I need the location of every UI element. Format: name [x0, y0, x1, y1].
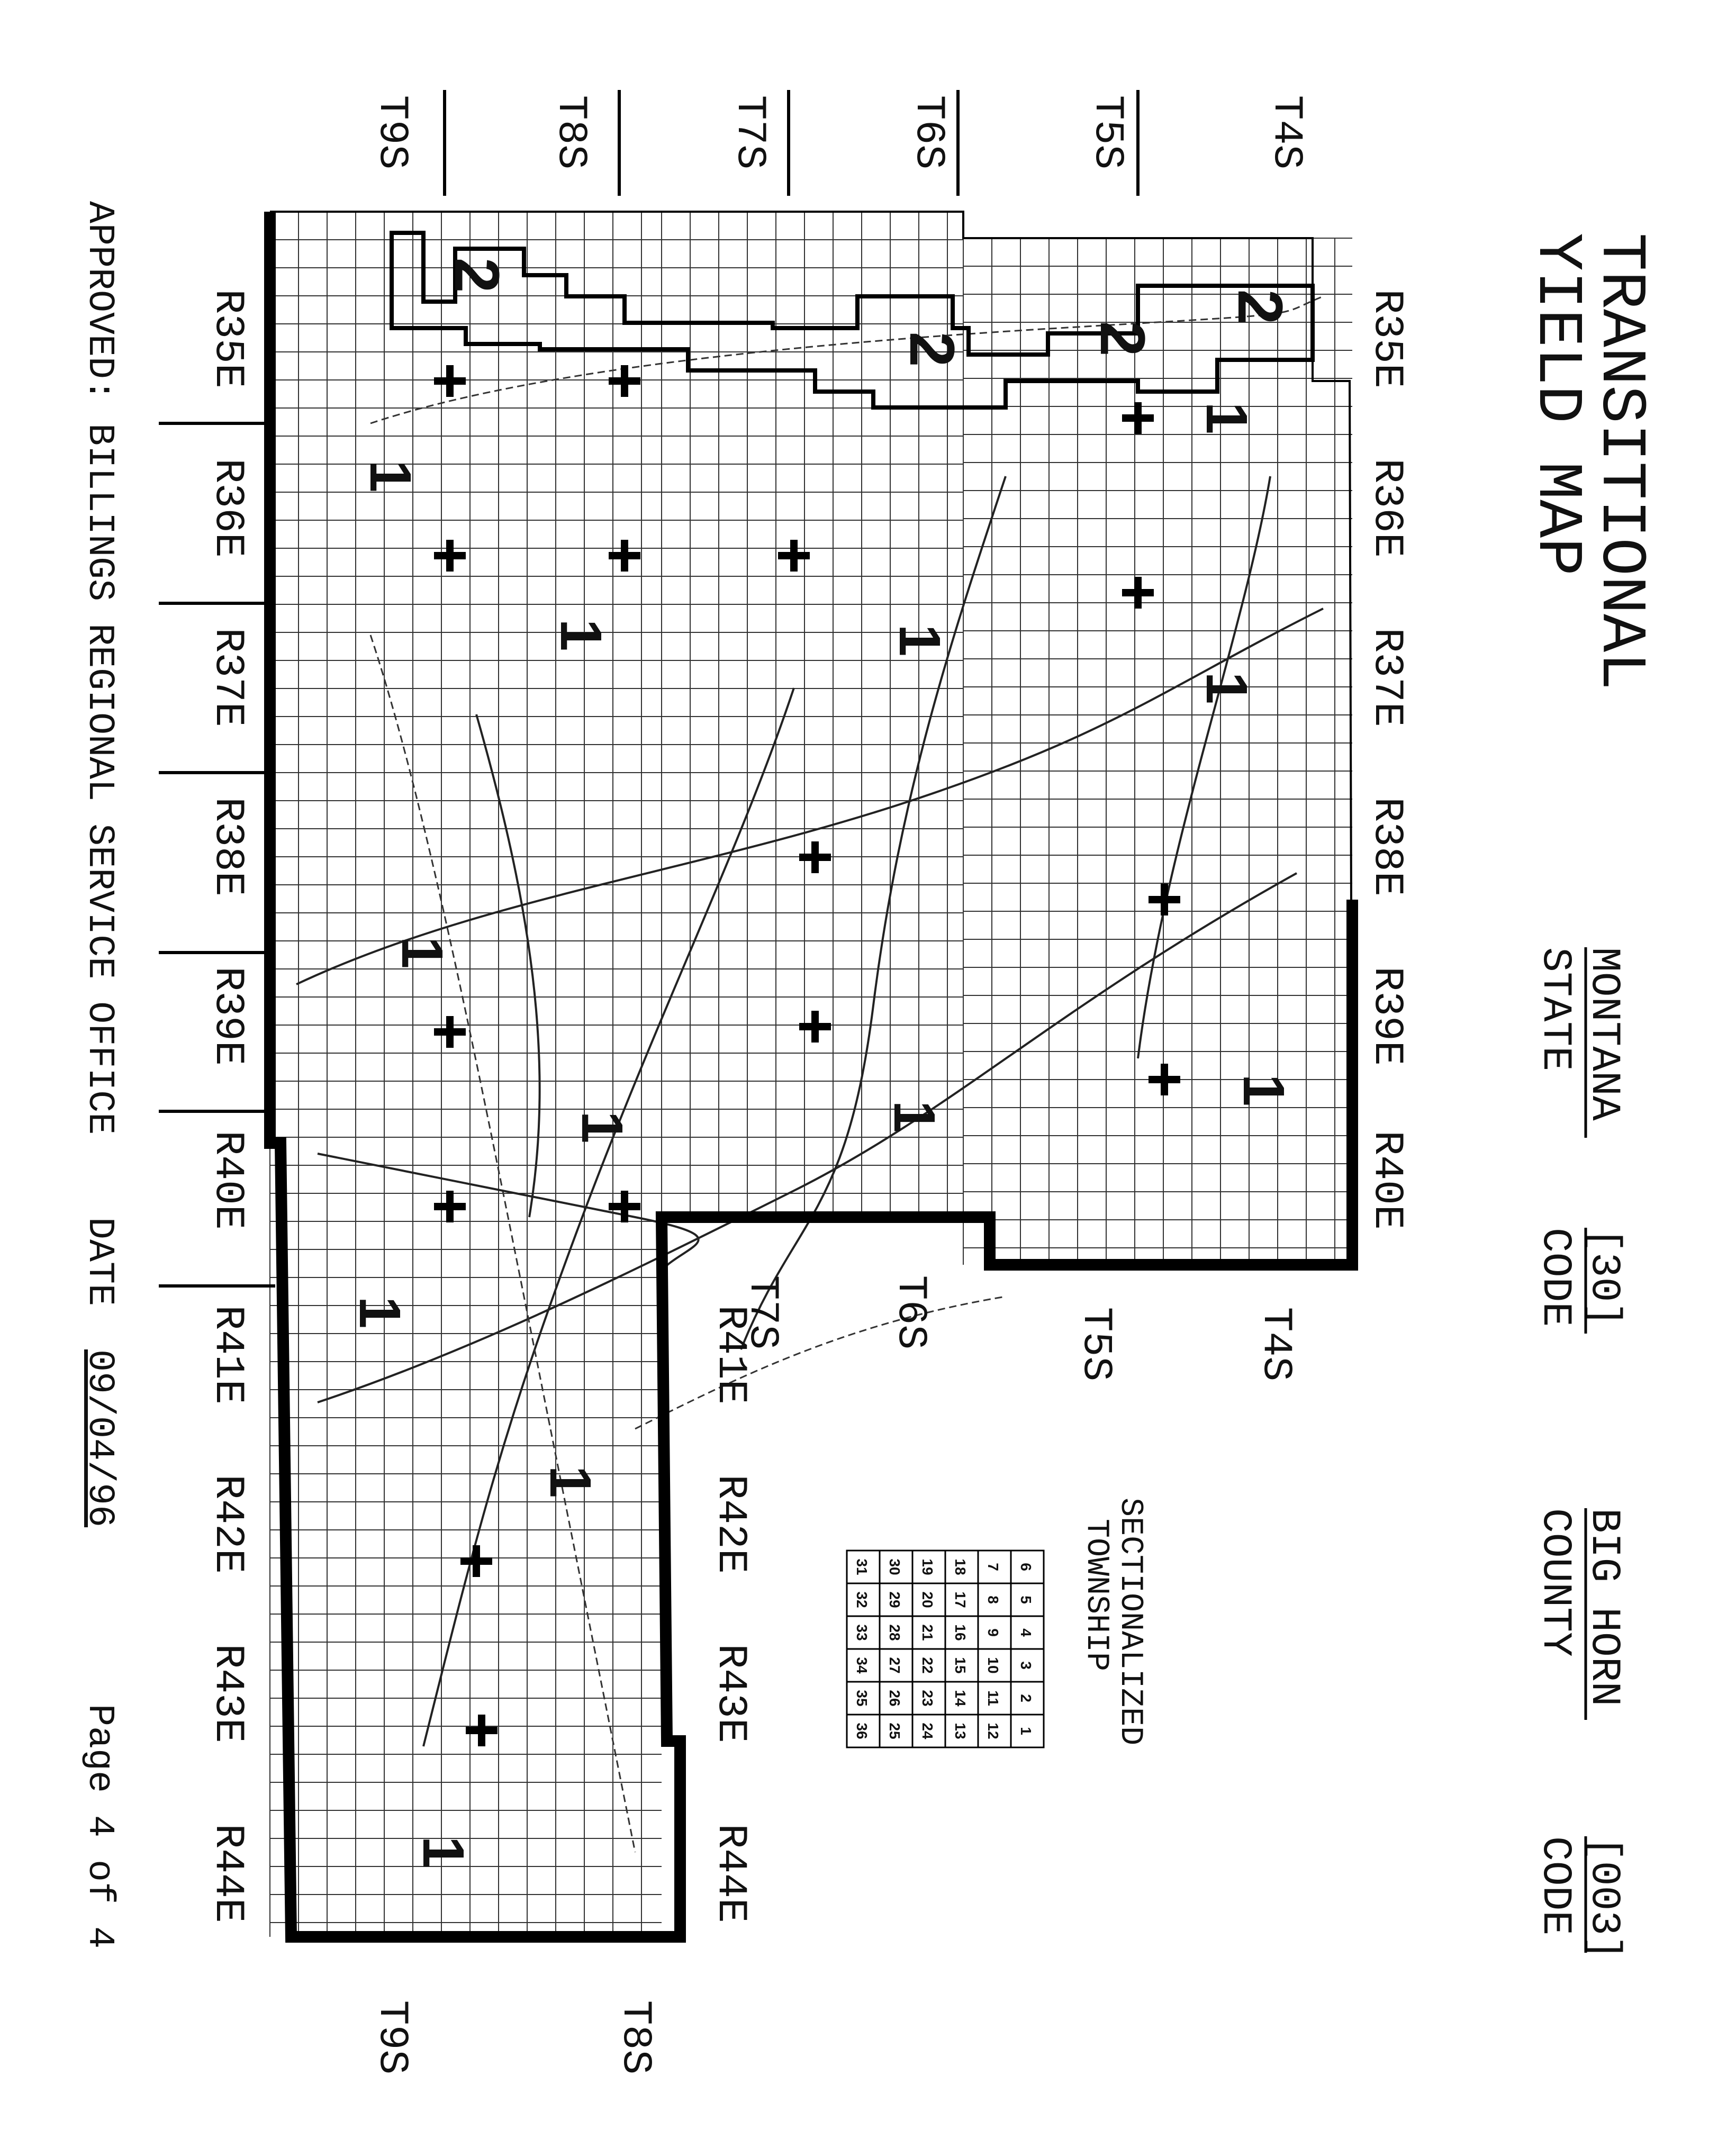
section-key-number: 16	[952, 1624, 969, 1641]
section-key-number: 28	[887, 1624, 903, 1641]
section-key-number: 32	[854, 1591, 870, 1608]
section-key-number: 19	[919, 1558, 936, 1575]
section-key-grid	[847, 1551, 1044, 1747]
township-label: T5S	[1072, 1307, 1119, 1382]
section-key-number: 1	[1018, 1727, 1034, 1735]
yield-zone-labels	[347, 258, 1296, 1869]
state-name: MONTANA	[1580, 947, 1627, 1121]
road-line	[1138, 476, 1270, 1058]
section-key-number: 29	[887, 1591, 903, 1608]
yield-zone-1-label: 1	[882, 1100, 947, 1133]
state-code-label: CODE	[1532, 1228, 1578, 1327]
yield-zone-1-label: 1	[887, 624, 952, 657]
county-map	[270, 212, 1352, 1937]
yield-zone-2-label: 2	[897, 331, 968, 367]
county-boundary	[270, 212, 1352, 1937]
section-key-number: 8	[985, 1596, 1001, 1604]
state-label: STATE	[1532, 947, 1578, 1072]
township-label: T9S	[368, 95, 415, 170]
township-range-labels	[159, 90, 1410, 2074]
county-code-label: CODE	[1532, 1836, 1578, 1936]
section-key-number: 21	[919, 1624, 936, 1641]
state-code: [30]	[1580, 1228, 1627, 1327]
range-label: R40E	[1363, 1130, 1410, 1230]
section-key-number: 13	[952, 1723, 969, 1739]
section-key-number: 3	[1018, 1661, 1034, 1670]
footer	[78, 201, 120, 1948]
township-label: T6S	[905, 95, 952, 170]
creek-line	[370, 296, 1323, 423]
section-key-number: 14	[952, 1690, 969, 1707]
approved-text: APPROVED: BILLINGS REGIONAL SERVICE OFFICE	[78, 201, 120, 1135]
section-key-number: 23	[919, 1690, 936, 1707]
township-label: T4S	[1252, 1307, 1299, 1382]
county-block	[1532, 1508, 1627, 1960]
range-label: R40E	[204, 1130, 251, 1230]
section-key-number: 10	[985, 1657, 1001, 1674]
section-key-number: 17	[952, 1591, 969, 1608]
range-label: R42E	[204, 1474, 251, 1574]
section-key-number: 18	[952, 1558, 969, 1575]
yield-zone-2-label: 2	[1087, 321, 1158, 357]
township-label: T7S	[739, 1275, 785, 1350]
section-key-number: 35	[854, 1690, 870, 1707]
yield-zone-1-label: 1	[347, 1296, 412, 1329]
range-label: R37E	[1363, 628, 1410, 727]
range-label: R36E	[1363, 458, 1410, 558]
section-key-number: 5	[1018, 1596, 1034, 1604]
map-title	[1521, 233, 1656, 690]
range-label: R37E	[204, 628, 251, 727]
yield-zone-1-label: 1	[1231, 1074, 1296, 1107]
title-line-2: YIELD MAP	[1521, 233, 1593, 576]
section-key-number: 34	[854, 1657, 870, 1674]
range-label: R41E	[707, 1305, 754, 1404]
county-label: COUNTY	[1532, 1508, 1578, 1657]
range-label: R35E	[204, 289, 251, 388]
section-key-number: 25	[887, 1723, 903, 1739]
county-code: [003]	[1580, 1836, 1627, 1961]
range-label: R35E	[1363, 289, 1410, 388]
range-label: R39E	[204, 966, 251, 1066]
section-key-number: 15	[952, 1657, 969, 1674]
section-key-number: 4	[1018, 1628, 1034, 1637]
section-key-number: 2	[1018, 1694, 1034, 1702]
section-key-number: 27	[887, 1657, 903, 1674]
creek-line	[635, 1297, 1006, 1429]
yield-zone-1-label: 1	[569, 1111, 635, 1144]
section-key-number: 11	[985, 1690, 1001, 1706]
section-key-number: 33	[854, 1624, 870, 1641]
section-key-number: 24	[919, 1723, 936, 1739]
range-label: R43E	[204, 1644, 251, 1743]
key-title-2: TOWNSHIP	[1078, 1519, 1114, 1672]
section-key-number: 31	[854, 1558, 870, 1575]
range-label: R36E	[204, 458, 251, 558]
range-label: R42E	[707, 1474, 754, 1574]
yield-zone-2-label: 2	[1225, 289, 1296, 325]
yield-zone-1-label: 1	[548, 619, 613, 651]
section-key-number: 9	[985, 1628, 1001, 1637]
yield-zone-1-label: 1	[390, 936, 455, 969]
section-key-number: 6	[1018, 1563, 1034, 1571]
range-label: R43E	[707, 1644, 754, 1743]
title-line-1: TRANSITIONAL	[1584, 233, 1656, 691]
township-label: T7S	[726, 95, 773, 170]
range-label: R38E	[1363, 797, 1410, 896]
range-label: R38E	[204, 797, 251, 896]
yield-zone-1-label: 1	[411, 1836, 476, 1869]
township-label: T9S	[368, 2000, 415, 2075]
yield-zone-1-label: 1	[358, 460, 423, 493]
township-label: T8S	[547, 95, 594, 170]
road-line	[296, 609, 1323, 984]
roads-and-creeks	[296, 296, 1323, 1852]
section-key-number: 7	[985, 1563, 1001, 1571]
section-key-number: 20	[919, 1591, 936, 1608]
state-block	[1532, 947, 1627, 1334]
section-key-number: 12	[985, 1723, 1001, 1739]
yield-zone-2-boundary	[392, 233, 1313, 407]
township-label: T8S	[612, 2000, 658, 2075]
yield-zone-1-label: 1	[1194, 672, 1259, 704]
section-key-number: 26	[887, 1690, 903, 1707]
section-key-number: 22	[919, 1657, 936, 1674]
range-label: R41E	[204, 1305, 251, 1404]
county-name: BIG HORN	[1580, 1508, 1627, 1707]
yield-zone-1-label: 1	[1194, 402, 1259, 434]
page-number: Page 4 of 4	[78, 1704, 120, 1949]
range-label: R39E	[1363, 966, 1410, 1066]
yield-zone-1-label: 1	[538, 1465, 603, 1498]
township-key	[847, 1498, 1148, 1747]
date-value: 09/04/96	[78, 1349, 120, 1528]
section-key-number: 30	[887, 1558, 903, 1575]
township-label: T4S	[1263, 95, 1309, 170]
township-label: T6S	[887, 1275, 934, 1350]
key-title-1: SECTIONALIZED	[1112, 1498, 1148, 1746]
section-key-number: 36	[854, 1723, 870, 1739]
yield-zone-2-label: 2	[441, 257, 512, 293]
township-label: T5S	[1084, 95, 1131, 170]
road-line	[476, 714, 540, 1217]
date-label: DATE	[78, 1217, 120, 1307]
range-label: R44E	[204, 1824, 251, 1923]
section-grid	[270, 212, 1352, 1937]
range-label: R44E	[707, 1824, 754, 1923]
